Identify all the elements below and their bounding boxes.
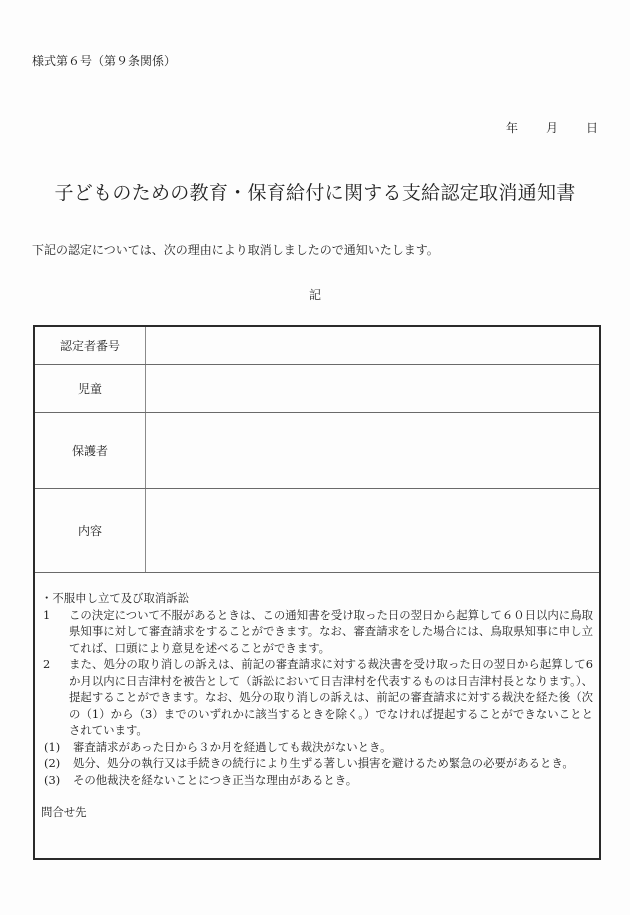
- notice-item: [41, 656, 593, 739]
- document-title: 子どものための教育・保育給付に関する支給認定取消通知書: [54, 182, 576, 204]
- form-number: 様式第６号（第９条関係）: [32, 54, 177, 68]
- row-label: 内容: [35, 489, 146, 572]
- intro-text: 下記の認定については、次の理由により取消しましたので通知いたします。: [32, 243, 439, 257]
- date-year-label: 年: [505, 121, 518, 135]
- date-day-label: 日: [585, 121, 598, 135]
- notice-sub-item-number: (1): [44, 739, 61, 754]
- notice-sub-item-text: 処分、処分の執行又は手続きの続行により生ずる著しい損害を避けるため緊急の必要があるとき。: [73, 756, 574, 770]
- form-row-child: [35, 365, 599, 413]
- form-table: [33, 325, 601, 860]
- appeal-notice: [35, 573, 599, 832]
- form-row-certification-number: [35, 327, 599, 365]
- contact-label: 問合せ先: [41, 805, 87, 819]
- row-label: 認定者番号: [35, 327, 146, 364]
- row-label: 児童: [35, 365, 146, 412]
- notice-sub-item: [41, 739, 593, 756]
- guardian-field[interactable]: [146, 413, 599, 488]
- notice-heading: ・不服申し立て及び取消訴訟: [41, 591, 190, 605]
- notice-item-number: 2: [43, 657, 51, 671]
- notice-sub-item-text: 審査請求があった日から３か月を経過しても裁決がないとき。: [73, 739, 392, 754]
- notice-item-number: 1: [43, 607, 51, 622]
- row-label: 保護者: [35, 413, 146, 488]
- date-line: [506, 119, 598, 136]
- notice-sub-item-number: (2): [44, 756, 61, 770]
- certification-number-field[interactable]: [146, 327, 599, 364]
- notice-item-text: この決定について不服があるときは、この通知書を受け取った日の翌日から起算して６０日以内に鳥取県知事に対して審査請求をすることができます。なお、審査請求をした場合には、鳥取県知事に申し立てれば、口頭により意見を述べることができます。: [69, 607, 593, 655]
- date-month-label: 月: [545, 121, 558, 135]
- form-row-content: [35, 489, 599, 573]
- notice-sub-item-number: (3): [44, 772, 61, 787]
- form-row-guardian: [35, 413, 599, 489]
- notice-item: [41, 607, 593, 657]
- child-field[interactable]: [146, 365, 599, 412]
- notice-sub-item: [41, 772, 593, 789]
- notice-sub-item: [41, 755, 593, 772]
- notice-item-text: また、処分の取り消しの訴えは、前記の審査請求に対する裁決書を受け取った日の翌日から起算して6か月以内に日吉津村を被告として（訴訟において日吉津村を代表するものは日吉津村長となります。）、提起することができます。なお、処分の取り消しの訴えは、前記の審査請求に対する裁決を経た後（次の（1）から（3）までのいずれかに該当するときを除く。）でなければ提起することができないこととされています。: [69, 657, 593, 737]
- ki-heading: 記: [308, 288, 321, 302]
- content-field[interactable]: [146, 489, 599, 572]
- notice-sub-item-text: その他裁決を経ないことにつき正当な理由があるとき。: [73, 772, 358, 787]
